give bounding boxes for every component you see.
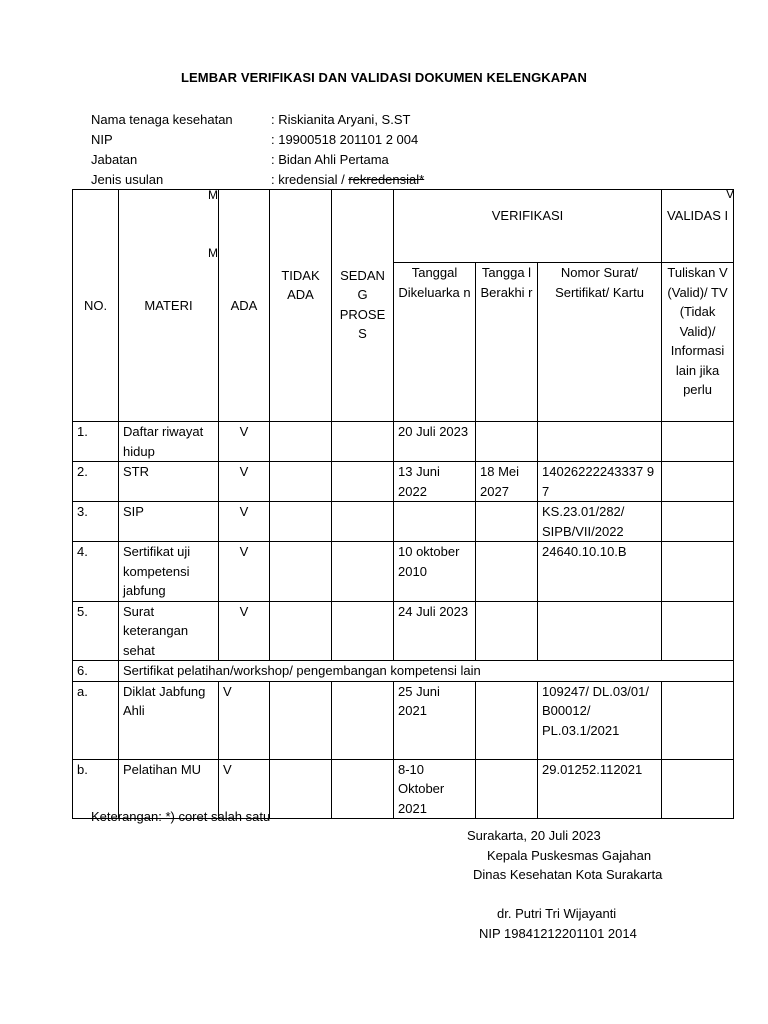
cell-nomor: 24640.10.10.B <box>538 542 662 602</box>
signature-nip: NIP 19841212201101 2014 <box>479 925 637 941</box>
cell-nomor <box>538 422 662 462</box>
table-row <box>73 422 734 462</box>
cell-validasi <box>662 681 734 759</box>
cell-materi: Daftar riwayat hidup <box>119 422 219 462</box>
info-label: NIP <box>91 132 113 147</box>
cell-proses <box>332 462 394 502</box>
cell-tanggal-keluar: 8-10 Oktober 2021 <box>394 759 476 819</box>
info-row-jenis-usulan <box>91 170 424 190</box>
cell-nomor: 14026222243337 97 <box>538 462 662 502</box>
cell-ada: V <box>219 542 270 602</box>
cell-tanggal-keluar <box>394 502 476 542</box>
signature-block <box>460 826 690 943</box>
info-label: Jabatan <box>91 152 138 167</box>
header-validasi: VALIDAS I <box>662 190 734 263</box>
header-validasi-note: Tuliskan V (Valid)/ TV (Tidak Valid)/ Informasi lain jika perlu <box>662 263 734 422</box>
header-sedang-proses <box>332 190 394 422</box>
cell-proses <box>332 601 394 661</box>
cell-tanggal-keluar: 20 Juli 2023 <box>394 422 476 462</box>
info-label: Nama tenaga kesehatan <box>91 112 233 127</box>
cell-tanggal-akhir <box>476 542 538 602</box>
cell-no: a. <box>73 681 119 759</box>
cell-tanggal-keluar: 25 Juni 2021 <box>394 681 476 759</box>
cell-no: 2. <box>73 462 119 502</box>
header-tanggal-berakhir: Tangga l Berakhi r <box>476 263 538 422</box>
cell-materi: Diklat Jabfung Ahli <box>119 681 219 759</box>
cell-materi: Sertifikat uji kompetensi jabfung <box>119 542 219 602</box>
table-row <box>73 462 734 502</box>
cell-tanggal-keluar: 24 Juli 2023 <box>394 601 476 661</box>
document-title: LEMBAR VERIFIKASI DAN VALIDASI DOKUMEN KELENGKAPAN <box>180 70 588 85</box>
cell-nomor: KS.23.01/282/ SIPB/VII/2022 <box>538 502 662 542</box>
cell-tanggal-akhir <box>476 422 538 462</box>
signature-place-date: Surakarta, 20 Juli 2023 <box>467 828 601 843</box>
info-value: : Bidan Ahli Pertama <box>271 152 389 167</box>
header-verifikasi: VERIFIKASI <box>394 190 662 263</box>
cell-materi: Pelatihan MU <box>119 759 219 819</box>
table-row <box>73 502 734 542</box>
cell-nomor: 29.01252.112021 <box>538 759 662 819</box>
cell-tanggal-akhir: 18 Mei 2027 <box>476 462 538 502</box>
footnote: Keterangan: *) coret salah satu <box>91 809 271 824</box>
cell-nomor <box>538 601 662 661</box>
cell-no: b. <box>73 759 119 819</box>
cell-proses <box>332 422 394 462</box>
section-row <box>73 661 734 682</box>
cell-tidak-ada <box>270 502 332 542</box>
info-row-jabatan <box>91 150 424 170</box>
cell-tanggal-akhir <box>476 601 538 661</box>
info-label: Jenis usulan <box>91 172 164 187</box>
info-value: : 19900518 201101 2 004 <box>271 132 419 147</box>
header-row-top <box>73 190 734 263</box>
cell-validasi <box>662 759 734 819</box>
stray-mark-m-mid: M <box>208 246 218 260</box>
cell-tidak-ada <box>270 462 332 502</box>
signature-space <box>460 885 690 905</box>
cell-tidak-ada <box>270 542 332 602</box>
cell-materi: SIP <box>119 502 219 542</box>
table-row <box>73 542 734 602</box>
cell-no: 3. <box>73 502 119 542</box>
cell-ada: V <box>219 422 270 462</box>
cell-tanggal-keluar: 10 oktober 2010 <box>394 542 476 602</box>
cell-nomor: 109247/ DL.03/01/ B00012/ PL.03.1/2021 <box>538 681 662 759</box>
cell-ada: V <box>219 502 270 542</box>
identity-block <box>91 110 424 190</box>
cell-tidak-ada <box>270 759 332 819</box>
cell-proses <box>332 502 394 542</box>
cell-ada: V <box>219 681 270 759</box>
cell-no: 6. <box>73 661 119 682</box>
header-sedang-proses-text: SEDAN G PROSE S <box>339 267 386 341</box>
cell-proses <box>332 681 394 759</box>
table-row <box>73 681 734 759</box>
cell-tidak-ada <box>270 422 332 462</box>
cell-no: 1. <box>73 422 119 462</box>
cell-validasi <box>662 422 734 462</box>
cell-validasi <box>662 542 734 602</box>
header-tidak-ada <box>270 190 332 422</box>
info-value <box>271 170 424 190</box>
cell-tidak-ada <box>270 681 332 759</box>
cell-tanggal-akhir <box>476 502 538 542</box>
cell-tanggal-keluar: 13 Juni 2022 <box>394 462 476 502</box>
cell-ada: V <box>219 601 270 661</box>
cell-no: 5. <box>73 601 119 661</box>
cell-ada: V <box>219 462 270 502</box>
cell-proses <box>332 759 394 819</box>
cell-materi: Surat keterangan sehat <box>119 601 219 661</box>
table-row <box>73 601 734 661</box>
signature-office: Dinas Kesehatan Kota Surakarta <box>473 867 663 882</box>
cell-no: 4. <box>73 542 119 602</box>
info-value: : Riskianita Aryani, S.ST <box>271 112 411 127</box>
cell-proses <box>332 542 394 602</box>
cell-validasi <box>662 462 734 502</box>
stray-mark-m-top: M <box>208 188 218 202</box>
cell-materi: STR <box>119 462 219 502</box>
cell-tanggal-akhir <box>476 681 538 759</box>
header-tanggal-dikeluarkan: Tanggal Dikeluarka n <box>394 263 476 422</box>
cell-tanggal-akhir <box>476 759 538 819</box>
stray-mark-v-corner: V <box>726 187 735 201</box>
verification-table <box>72 189 734 819</box>
info-value-kept: : kredensial / <box>271 172 349 187</box>
header-tidak-ada-text: TIDAK ADA <box>281 267 320 302</box>
cell-validasi <box>662 601 734 661</box>
signature-name: dr. Putri Tri Wijayanti <box>497 906 617 921</box>
cell-validasi <box>662 502 734 542</box>
header-ada: ADA <box>219 190 270 422</box>
section-title: Sertifikat pelatihan/workshop/ pengembangan kompetensi lain <box>119 661 734 682</box>
cell-ada: V <box>219 759 270 819</box>
header-materi: MATERI <box>119 190 219 422</box>
info-value-struck: rekredensial* <box>348 172 425 187</box>
info-row-nip <box>91 130 424 150</box>
header-no: NO. <box>73 190 119 422</box>
cell-tidak-ada <box>270 601 332 661</box>
header-nomor-surat: Nomor Surat/ Sertifikat/ Kartu <box>538 263 662 422</box>
info-row-name <box>91 110 424 130</box>
signature-position: Kepala Puskesmas Gajahan <box>487 847 652 863</box>
